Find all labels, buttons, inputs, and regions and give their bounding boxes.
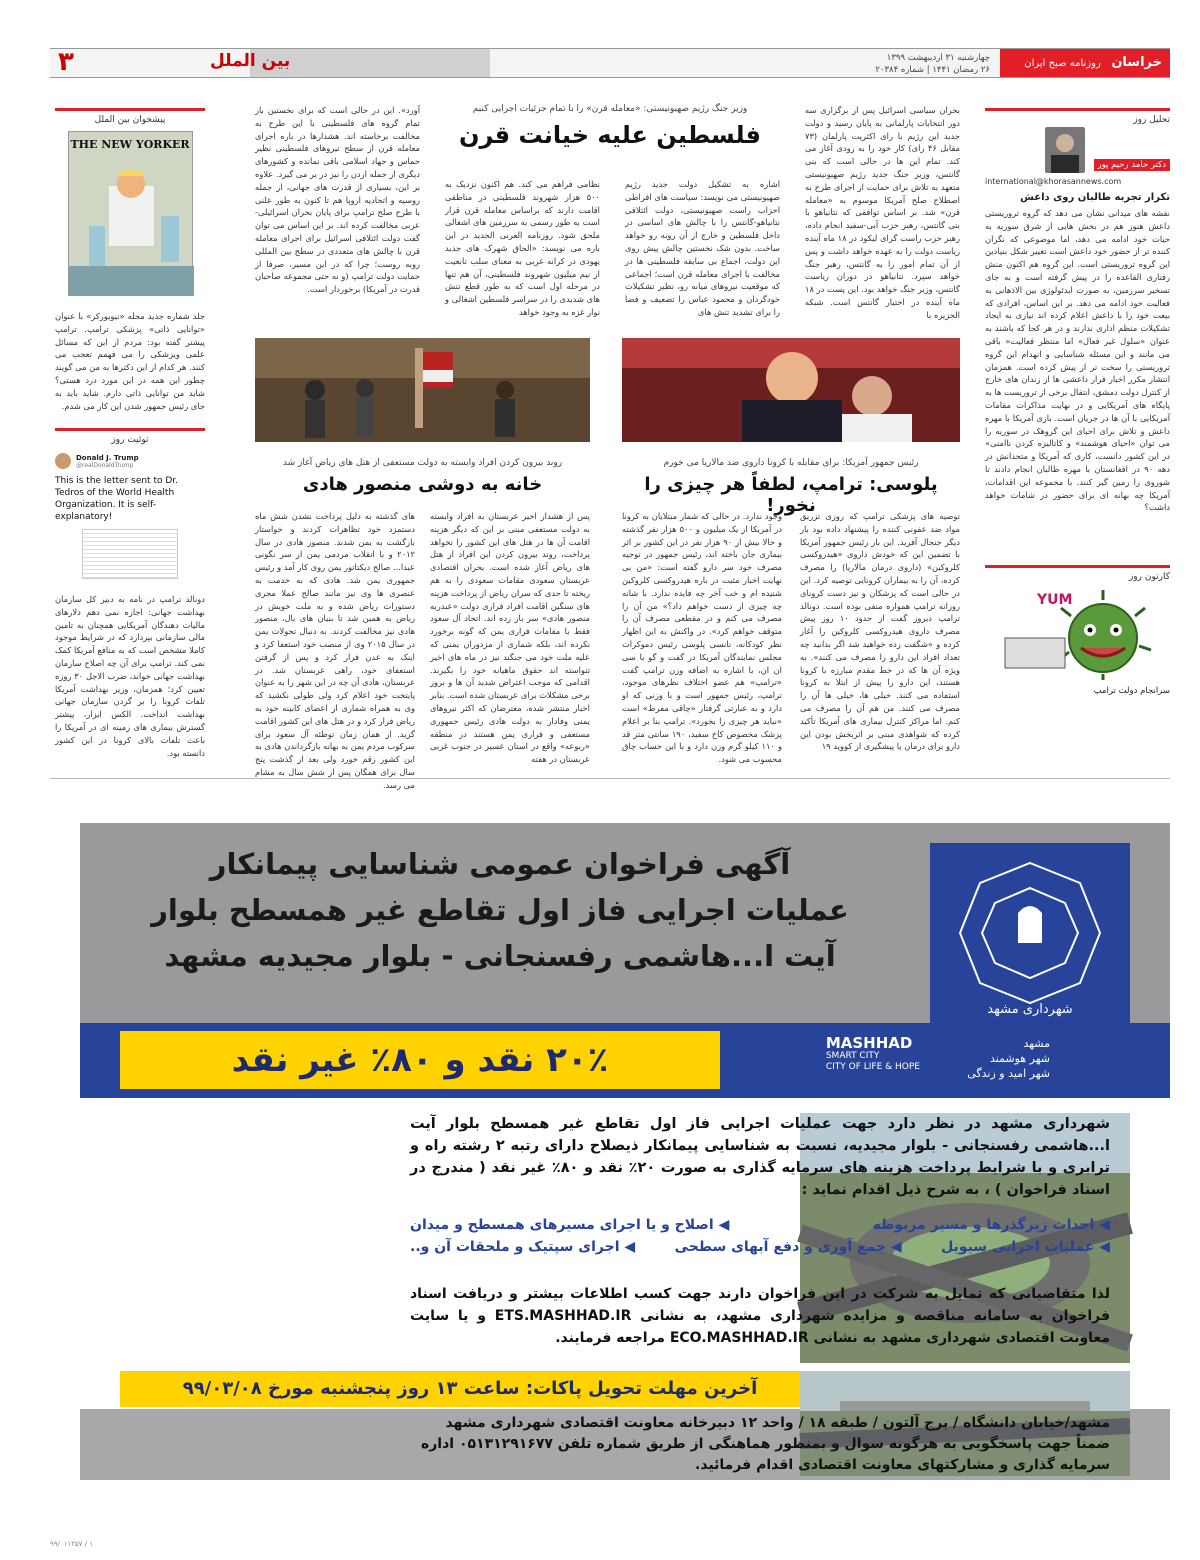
lead-headline: فلسطین علیه خیانت قرن xyxy=(459,121,761,149)
bullet-septic: ◀ اجرای سپتیک و ملحقات آن و.. xyxy=(410,1239,635,1261)
left-column xyxy=(55,108,205,758)
brand-en-title: MASHHAD xyxy=(825,1034,913,1052)
submission-deadline: آخرین مهلت تحویل پاکات: ساعت ۱۳ روز پنجشنبه مورخ ۹۹/۰۳/۰۸ xyxy=(120,1371,820,1407)
analysis-headline: تکرار تجربه طالبان روی داعش xyxy=(1020,192,1170,203)
hadi-headline: خانه به دوشی منصور هادی xyxy=(302,474,543,495)
brand-fa xyxy=(967,1036,1050,1081)
cartoon-box-title: کارتون روز xyxy=(1128,572,1170,582)
pelosi-col-2: وجود ندارد. در حالی که شمار مبتلایان به کرونا در آمریکا از یک میلیون و ۵۰۰ هزار نفر گذشته و حالا بیش از ۹۰ هزار نفر در این کشور بر اثر بیماری جان باخته اند، رئیس جمهور در توجیه مصرف خود سر دارو گفته است: «من بی نهایت اخبار مثبت در باره هیدروکسی کلروکین شنیده ام و خب آخر چه فایده ندارد. با شانه چه چیزی از دست خواهم داد؟» من آن را مصرف می کنم و در مقطعی مصرف آن را متوقف خواهم کرد». در واکنش به این اظهار نظر کودکانه، نانسی پلوسی رئیس دموکرات مجلس نمایندگان آمریکا در گفت و گو با سی ان ان، با اشاره به اضافه وزن ترامپ گفت «ترامپ» هم عضو اختلاف نظرهای موجود، ترامپ، رئیس جمهور است و با وزنی که او دارد و به عبارتی گرفتار «چاقی مفرط» است «نباید هر چیزی را بخورد». ترامپ بنا بر اعلام پزشک مخصوص کاخ سفید، ۱۹۰ سانتی متر قد و ۱۱۰ کیلو گرم وزن دارد و با این حساب چاق محسوب می شود. xyxy=(622,511,782,765)
tweet-box-title: توئیت روز xyxy=(111,435,149,445)
author-name: دکتر حامد رحیم پور xyxy=(1094,159,1171,171)
brand-subtitle: روزنامه صبح ایران xyxy=(1024,58,1101,69)
date-line-2: ۲۶ رمضان ۱۴۴۱ | شماره ۲۰۳۸۴ xyxy=(875,65,990,75)
cartoon-word: YUM xyxy=(1037,592,1073,608)
cover-box-title: پیشخوان بین الملل xyxy=(94,115,166,125)
trump-pelosi-photo xyxy=(622,338,960,442)
lead-col-1: بحران سیاسی اسرائیل پس از برگزاری سه دور انتخابات پارلمانی به پایان رسید و دولت جدید این رژیم با رای اکثریت پارلمان (۷۳ مقابل ۴۶ رای) کار خود را به زودی آغاز می کند. تمام این ها در حالی است که بنی گانتس، وزیر جنگ جدید رژیم صهیونیستی متعهد به تلاش برای حمایت از اجرای طرح به اصطلاح صلح آمریکا موسوم به «معامله قرن» شد. بر اساس توافقی که نتانیاهو با بنی گانتس، رهبر حزب آبی-سفید انجام داده، رهبر حزب راست گرای لیکود در ۱۸ ماه آینده ریاست دولت را به عهده خواهد داشت و پس از آن تمام امور را به گانتس، رهبر جنگ خواهد سپرد. نتانیاهو در دوران ریاست گانتس، وزیر جنگ خواهد بود. این پست در ۱۸ ماه آینده در اختیار گانتس است. شبکه الجزیره با xyxy=(805,105,961,320)
avatar xyxy=(55,453,71,469)
newspaper-brand xyxy=(1000,49,1170,77)
pelosi-col-1: توصیه های پزشکی ترامپ که روزی تزریق مواد ضد عفونی کننده را پیشنهاد داده بود بار دیگر جنجال آفرید. این بار رئیس جمهور آمریکا با تضمین این که خودش داروی «هیدروکسی کلروکین» (داروی درمان مالاریا) را مصرف کرده، آن را به بیماران کرونایی توصیه کرد. این در حالی است که پزشکان و نیز دست کرونای روزانه ترامپ همواره منفی بوده است. دونالد ترامپ دیروز گفت از حدود ۱۰ روز پیش مصرف داروی هیدروکسی کلروکین را آغاز کرده و «شگفت زده خواهید شد اگر بدانید چه تعداد افراد این دارو را مصرف می کنند». به ویژه آن ها که در خط مقدم مبارزه با کرونا هستند، این دارو را پیش از ابتلا به کرونا استفاده می کنند. خیلی ها، خیلی ها آن را مصرف می کنند. من هم آن را مصرف می کنم. اما مراکز کنترل بیماری های آمریکا تأکید کرده که شواهدی مبنی بر اثربخش بودن این دارو برای درمان یا پیشگیری از کووید ۱۹ xyxy=(800,511,961,752)
hadi-kicker: روند بیرون کردن افراد وابسته به دولت مستعفی از هتل های ریاض آغاز شد xyxy=(282,458,563,468)
brand-en-line-2: SMART CITY xyxy=(825,1051,880,1061)
lead-kicker: وزیر جنگ رژیم صهیونیستی: «معامله قرن» را با تمام جزئیات اجرایی کنیم xyxy=(472,104,748,114)
ad-bullets xyxy=(410,1217,1110,1261)
brand-en-line-3: CITY OF LIFE & HOPE xyxy=(825,1062,920,1072)
brand-fa-line-2: شهر هوشمند xyxy=(989,1052,1050,1065)
ad-body-2: لذا متقاضیانی که تمایل به شرکت در این فراخوان دارند جهت کسب اطلاعات بیشتر و دریافت اسناد فراخوان به سامانه مناقصه و مزایده شهرداری مشهد، به نشانی ETS.MASHHAD.IR و یا سایت معاونت اقتصادی شهرداری مشهد به نشانی ECO.MASHHAD.IR مراجعه فرمایند. xyxy=(410,1286,1110,1346)
tweet-body: دونالد ترامپ در نامه به دبیر کل سازمان بهداشت جهانی: اجازه نمی دهم دلارهای مالیات دهندگان آمریکایی همچنان به تامین مالی سازمانی بپردازد که در شرایط موجود کاملا مشخص است که به منافع آمریکا کمک نمی کند. ترامپ برای آن چه اصلاح سازمان بهداشت جهانی خواند، ضرب الاجل ۳۰ روزه تعیین کرد؛ همزمان، وزیر بهداشت آمریکا تلفات کرونا را بر گردن سازمان جهانی بهداشت انداخت. الکس ایزار، پیشتر گسترش بیماری های زمینه ای در آمریکا را باعث تلفات بالای کرونا در این کشور دانسته بود. xyxy=(55,594,205,758)
tweet-letter-image xyxy=(82,529,178,579)
author-block xyxy=(985,127,1170,175)
section-title: بین الملل xyxy=(210,51,291,71)
brand-fa-line-1: مشهد xyxy=(1023,1037,1050,1050)
hadi-col-2: های گذشته به دلیل پرداخت نشدن شش ماه دستمزد خود تظاهرات کردند و خواستار بازگشت به یمن شدند. منصور هادی در سال ۲۰۱۲ و با انقلاب مردمی یمن از سر نگونی عبدا... صالح دیکتاتور یمن روی کار آمد و رئیس جمهوری یمن شد. هادی که به خدمت به عنصری ها وی نیز مانند صالح عملا مجری دستورات ریاض شده و به ملت خویش در ریاض به همین شد تا بنیان های بال، منصور هادی نیز مخالفت کردند. به دنبال تحولات یمن در سال ۲۰۱۵ وی از منصب خود استعفا کرد و اینک به عدن فرار کرد و پس از گرفتن استعفای خود، راهی عربستان شد. در عربستان، هادی آن چه در این شهر را به عنوان پایتخت خود اعلام کرد ولی طولی نکشید که وی به همراه شماری از اعضای کابینه خود به ریاض فرار کرد و در هتل های این کشور اقامت گزید. از همان زمان توطئه آل سعود برای سرکوب مردم یمن به بهانه بازگرداندن هادی به این کشور رقم خورد ولی بعد از گذشت پنج سال برای همگان پس از شش سال به مشام می رسد. xyxy=(255,511,415,790)
pelosi-kicker: رئیس جمهور آمریکا: برای مقابله با کرونا داروی ضد مالاریا می خورم xyxy=(663,458,919,468)
payment-terms: ۲۰٪ نقد و ۸۰٪ غیر نقد xyxy=(120,1031,720,1089)
bullet-at-grade-routes: ◀ اصلاح و یا اجرای مسیرهای همسطح و میدان xyxy=(410,1217,729,1239)
hadi-story xyxy=(255,458,590,495)
municipality-logo xyxy=(930,843,1130,1043)
bullet-civil-works: ◀ عملیات اجرایی سیویل xyxy=(941,1239,1110,1261)
ad-address: مشهد/خیابان دانشگاه / برج آلتون / طبقه ۱۸ / واحد ۱۲ دبیرخانه معاونت اقتصادی شهرداری مشهد xyxy=(445,1415,1110,1431)
lead-col-3: نظامی فراهم می کند. هم اکنون نزدیک به ۵۰۰ هزار شهروند فلسطینی در مناطقی اقامت دارند که براساس معامله قرن قرار است به طور رسمی به سرزمین های اشغالی ملحق شود. روزنامه العربی الجدید در این باره می نویسد: «الحاق شهرک های جدید یهودی در کرانه غربی به معنای سلب تابعیت از نیم میلیون شهروند فلسطینی، آن هم تنها در مرحله اول است که به طور قطع تنش های شدیدی را در سراسر فلسطین اشغالی و نوار غزه به وجود خواهد xyxy=(445,179,600,317)
new-yorker-cover xyxy=(68,131,193,296)
tender-advertisement xyxy=(80,823,1170,1480)
date-line-1: چهارشنبه ۳۱ اردیبهشت ۱۳۹۹ xyxy=(886,53,990,63)
tweet-card xyxy=(55,453,205,583)
tweet-account-name: Donald J. Trump xyxy=(76,453,139,462)
tweet-handle: @realDonaldTrump xyxy=(76,461,134,469)
ad-divider xyxy=(50,778,1170,779)
ad-title xyxy=(100,841,900,979)
ad-code: ۹۹/۰۱۱۳۵۷ / ۱ xyxy=(50,1540,94,1548)
lead-col-2: اشاره به تشکیل دولت جدید رژیم صهیونیستی می نویسد: سیاست های افراطی احزاب راست صهیونیستی، دولت ائتلافی نتانیاهو-گانتس را با چالش های اساسی در داخل فلسطین و خارج از آن روبه رو خواهد ساخت. بدون شک نخستین چالش پیش روی این دولت، اجماع بی سابقه فلسطینی ها در مخالفت با اجرای معامله قرن است؛ اجماعی که موقعیت نیروهای میانه رو، نظیر تشکیلات خودگردان و محمود عباس را تضعیف و فضا را برای تشدید تنش های xyxy=(625,179,780,317)
analysis-body: نقشه های میدانی نشان می دهد که گروه تروریستی داعش هنوز هم در بخش هایی از شرق سوریه به حیات خود ادامه می دهد، اما موضوعی که نگران کننده تر از حضور خود داعش است تغییر شکل بنیادین این گروه تروریستی است. این گروه هم اکنون منش رفتاری القاعده را در پیش گرفته است و به جای تسخیر سرزمین، به صورت ایدئولوژی بین الاذهانی به فعالیت خود ادامه می دهد. بر این اساس، افرادی که بیعت خود را با داعش اعلام کرده اند نیازی به ایجاد تشکیلات منظم اداری ندارند و در هر کجا که باشند به عنوان «سلول غیر فعال» اما منتظر فعالیت» باقی می مانند و این مسئله شناسایی و انهدام این گروه تروریستی را سخت تر از پیش کرده است. همزمان انتشار مکرر اخبار فرار داعشی ها از زندان های خارج از کنترل دولت دمشق، انتقال برخی از تروریست ها به پایگاه های آمریکایی و در نهایت مذاکرات مقامات آمریکایی با آن ها در جریان است. بازی آمریکا با مهره داعش و تلاش برای احیای این گروهک در سوریه را می توان «احیای هوشمند» و کاتالیزه کردن ناامنی» در این کشور دانست، کاری که آمریکا و متحدانش در دهه ۹۰ در افغانستان با مهره طالبان انجام دادند تا شوروی را زمین گیر کنند. با مجموعه این اقدامات، آمریکا چه بهانه ای برای حضور در شامات خواهد داشت؟ xyxy=(985,208,1170,513)
bullet-underpasses: ◀ احداث زیرگذرها و مسیر مربوطه xyxy=(873,1217,1110,1239)
page-header xyxy=(50,48,1170,78)
cartoon-image xyxy=(985,586,1170,682)
brand-fa-line-3: شهر امید و زندگی xyxy=(967,1067,1050,1080)
hotel-photo xyxy=(255,338,590,442)
author-photo xyxy=(1045,127,1085,173)
magazine-title: THE NEW YORKER xyxy=(70,138,190,151)
pelosi-headline: پلوسی: ترامپ، لطفاً هر چیزی را نخور! xyxy=(644,474,938,516)
cartoon-caption: سرانجام دولت ترامپ xyxy=(1093,686,1170,696)
issue-date xyxy=(875,52,990,76)
ad-title-line-2: عملیات اجرایی فاز اول تقاطع غیر همسطح بلوار xyxy=(151,893,849,927)
ad-title-line-1: آگهی فراخوان عمومی شناسایی پیمانکار xyxy=(209,847,791,881)
cover-body: جلد شماره جدید مجله «نیویورکر» با عنوان «توانایی ذاتی» پزشکی ترامپ. ترامپ پیشتر گفته بود: مردم از این که مسائل علمی ویزشکی را می فهمم تعجب می کنند. هر کدام از این دکترها به من می گویند چطور این همه در این مورد درد هستی؟ شاید من توانایی ذاتی دارم. شاید باید به جای رئیس جمهور شدن این کار می شدم. xyxy=(55,311,205,411)
page-number: ۳ xyxy=(58,47,74,77)
brand-en xyxy=(826,1036,920,1073)
ad-body: شهرداری مشهد در نظر دارد جهت عملیات اجرایی فاز اول تقاطع غیر همسطح بلوار آیت ا...هاشمی رفسنجانی - بلوار مجیدیه، نسبت به شناسایی پیمانکار ذیصلاح دارای رتبه ۲ رشته راه و ترابری و با شرایط پرداخت هزینه های سرمایه گذاری به صورت ۲۰٪ نقد و ۸۰٪ غیر نقد ( مندرج در اسناد فراخوان ) ، به شرح ذیل اقدام نماید : xyxy=(410,1116,1110,1198)
ad-address-block xyxy=(410,1413,1110,1476)
lead-col-4: آورد». این در حالی است که برای نخستین بار تمام گروه های فلسطینی با این طرح به مخالفت برخاسته اند. هشدارها در باره اجرای معامله قرن از سطح نیروهای فلسطینی نظیر حماس و جهاد اسلامی باقی نمانده و کشورهای دیگری از جمله اردن را نیز در بر می گیرد. علاوه بر این، بسیاری از قدرت های جهانی، از جمله روسیه و اتحادیه اروپا هم تا کنون به طور علنی با طرح صلح ترامپ برای پایان بحران اسرائیلی-عربی مخالفت کرده اند. بر این اساس می توان گفت دولت ائتلافی اسرائیل برای اجرای معامله قرن با چالش های متعددی در سطح بین المللی روبه روست؛ چرا که در این مسیر، صرفا از حمایت دولت ترامپ (و نه حتی مجموعه صاحبان قدرت در آمریکا) برخوردار است. xyxy=(255,105,420,295)
ad-title-line-3: آیت ا...هاشمی رفسنجانی - بلوار مجیدیه مشهد xyxy=(164,939,836,973)
pelosi-story xyxy=(622,458,960,516)
tweet-text: This is the letter sent to Dr. Tedros of the World Health Organization. It is self-explanatory! xyxy=(55,476,179,522)
bullet-drainage: ◀ جمع آوری و دفع آبهای سطحی xyxy=(675,1239,902,1261)
analysis-box-title: تحلیل روز xyxy=(1133,115,1170,125)
hadi-col-1: پس از هشدار اخیر عربستان به افراد وابسته به دولت مستعفی مبنی بر این که دیگر هزینه اقامت آن ها در هتل های این کشور را نخواهد پرداخت، روند بیرون کردن این افراد از هتل های ریاض آغاز شده است. بحران اقتصادی عربستان سعودی مقامات سعودی را به هم ریخته تا حدی که سران ریاض از پرداخت هزینه های سنگین اقامت افراد فراری دولت «عبدربه منصور هادی» سر باز زده اند. اتحاد آل سعود فقط با مقامات فراری یمن که گونه برخورد نکرده اند، بلکه شماری از مزدوران یمنی که علیه ملت خود می جنگند نیز در ماه های اخیر تنواسته اند حقوق ماهیانه خود را بگیرند. اقدامی که موجب اعتراض شدید آن ها و بروز برخی مشکلات برای عربستان شده است. بنابر اخبار منتشر شده، معترضان که اکثر نیروهای یمنی وفادار به دولت هادی رئیس جمهوری مستعفی و فراری یمن هستند در منطقه «ربوعه» واقع در استان عسیر در جنوب غربی عربستان در هفته xyxy=(430,511,590,765)
ad-contact: ضمناً جهت پاسخگویی به هرگونه سوال و بمنظور هماهنگی از طریق شماره تلفن ۰۵۱۳۱۲۹۱۶۷۷ اداره سرمایه گذاری و مشارکتهای معاونت اقتصادی اقدام فرمائید. xyxy=(420,1436,1110,1473)
brand-name: خراسان xyxy=(1111,55,1162,70)
author-email: international@khorasannews.com xyxy=(985,177,1122,186)
analysis-column xyxy=(985,108,1170,696)
logo-caption: شهرداری مشهد xyxy=(987,1002,1073,1017)
